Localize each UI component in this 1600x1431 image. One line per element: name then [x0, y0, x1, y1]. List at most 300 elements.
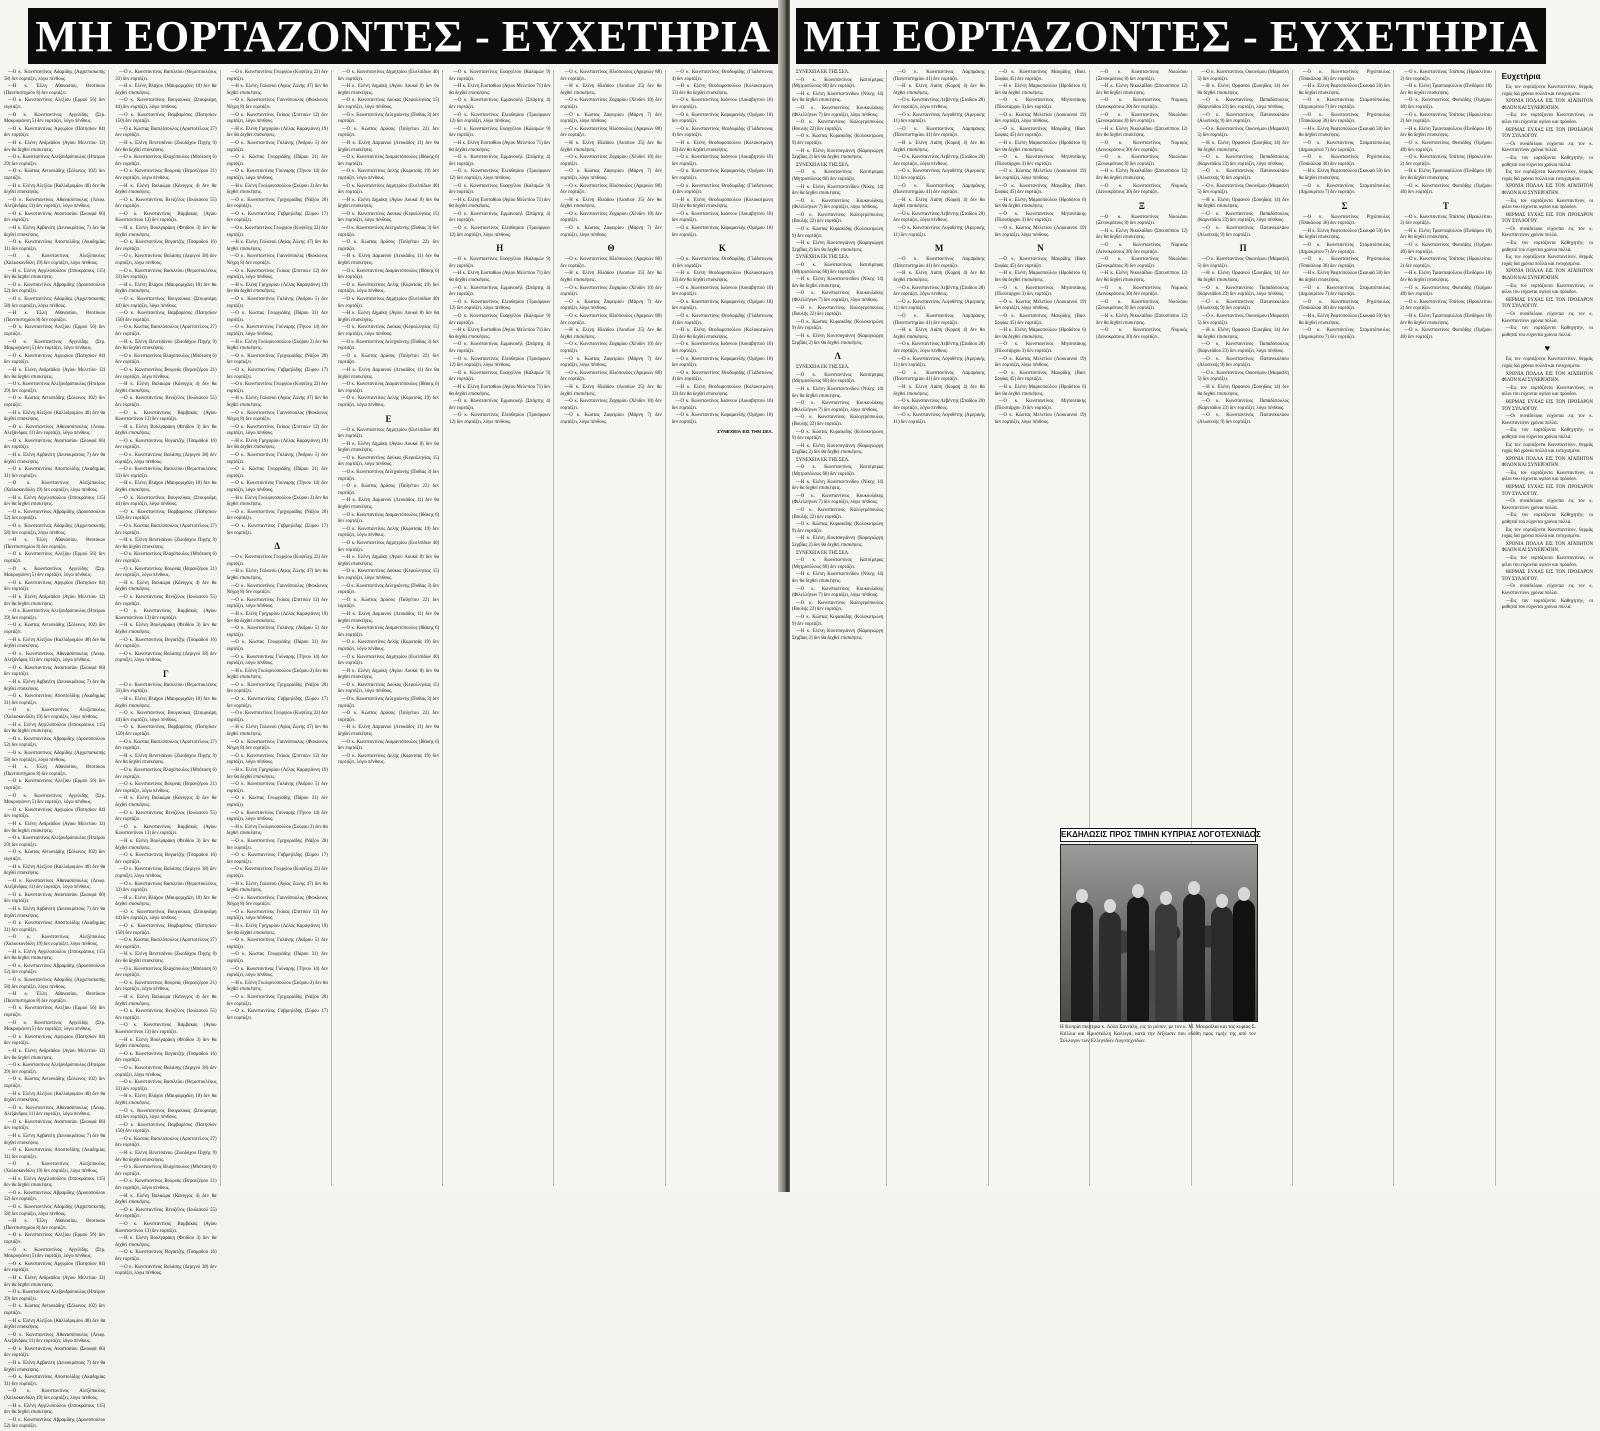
notice-entry: —Η κ. Ελένη Ευσταθίου (Αγίου Μελετίου 71) δεν θα δεχθεί επισκέψεις.: [449, 84, 551, 96]
notice-entry: —Ο κ. Κωνσταντίνος Λαμπράκης (Πανεπιστημίου 41) δεν εορτάζει.: [893, 314, 985, 326]
notice-entry: —Ο κ. Κωνσταντίνος Βουγιούκας (Στουρνάρη 44) δεν εορτάζει, λόγω πένθους.: [115, 1108, 217, 1121]
notice-entry: —Ο κ. Κωνσταντίνος Ελευθερίου (Τρικόρφων 12) δεν εορτάζει, λόγω πένθους.: [449, 356, 551, 369]
notice-entry: —Η κ. Ελένη Ανδρεάδου (Αγίου Μελετίου 12) δεν θα δεχθεί επισκέψεις.: [4, 821, 106, 834]
notice-entry: —Ο κ. Κώστας Αντωνιάδης (Σόλωνος 102) δεν εορτάζει.: [4, 850, 106, 862]
notice-entry: —Ο κ. Κωνσταντίνος Αλεξόπουλος (Χαλκοκονδύλη 19) δεν εορτάζει, λόγω πένθους.: [4, 481, 106, 494]
notice-entry: —Ο κ. Κωνσταντίνος Κουκουλάκης (Φιλελλήνων 7) δεν εορτάζει, λόγω πένθους.: [792, 401, 884, 413]
notice-entry: —Ο κ. Κωνσταντίνος Αβραμίδης (Δροσοπούλου 52) δεν εορτάζει.: [4, 509, 106, 522]
notice-entry: —Η κ. Ελένη Αρβανίτη (Δεινοκράτους 7) δεν θα δεχθεί επισκέψεις.: [4, 1134, 106, 1146]
notice-entry: —Η κ. Έλλη Αθανασίου, Θεοτόκου (Πανεπιστημίου 8) δεν εορτάζει.: [4, 538, 106, 550]
notice-entry: Εις τον εορτάζοντα Κωνσταντίνον, θερμάς ευχάς διά χρόνια πολλά και ευτυχισμένα.: [1501, 170, 1593, 182]
notice-entry: —Ο κ. Κωνσταντίνος Λογοθέτης (Αμερικής 11) δεν εορτάζει.: [893, 112, 985, 125]
notice-entry: —Ο κ. Κωνσταντίνος Νομικός (Δεινοκράτους 30) δεν εορτάζει.: [1096, 285, 1188, 298]
notice-entry: —Ο κ. Κωνσταντίνος Αργυρίου (Πατησίων 84) δεν εορτάζει.: [4, 126, 106, 139]
notice-entry: —Ο κ. Κωνσταντίνος Αλεξανδρόπουλος (Ηπείρου 29) δεν εορτάζει.: [4, 609, 106, 621]
notice-entry: —Ο κ. Κωνσταντίνος Νικολάου (Ξενοκράτους 8) δεν εορτάζει.: [1096, 70, 1188, 82]
notice-entry: —Ο κ. Κώστας Βασιλόπουλος (Αριστοτέλους 27) δεν εορτάζει.: [115, 938, 217, 950]
notice-entry: —Ο κ. Κώστας Γεωργιάδης (Πάρου 31) δεν εορτάζει.: [226, 640, 328, 652]
notice-entry: —Ο κ. Κωνσταντίνος Σταματόπουλος (Δημοκρίτου 7) δεν εορτάζει.: [1298, 98, 1391, 110]
notice-entry: —Η κ. Ελένη Δαμιανού (Λευκάδος 11) δεν θα δεχθεί επισκέψεις.: [337, 140, 440, 153]
notice-entry: —Ο κ. Κωνσταντίνος Γεωργίου (Κυψέλης 22) δεν εορτάζει.: [226, 555, 328, 567]
notice-entry: —Ο κ. Κωνσταντίνος Βενιζέλος (Ιουλιανού 55) δεν εορτάζει.: [115, 1207, 217, 1220]
notice-entry: —Η κ. Ελένη Αγγελοπούλου (Ιπποκράτους 115) δεν θα δεχθεί επισκέψεις.: [4, 495, 106, 508]
notice-entry: —Η κ. Ελένη Μαρκοπούλου (Ηροδότου 6) δεν θα δεχθεί επισκέψεις.: [994, 84, 1087, 96]
notice-entry: —Η κ. Ελένη Ευσταθίου (Αγίου Μελετίου 71) δεν θα δεχθεί επισκέψεις.: [449, 271, 551, 284]
alphabet-divider: ♥: [1544, 343, 1550, 354]
notice-entry: —Ο κ. Κωνσταντίνος Τσάτσος (Ηρακλείτου 2) δεν εορτάζει.: [1400, 70, 1492, 82]
notice-entry: —Ο κ. Κωνσταντίνος Βλαχόπουλος (Μπόταση 6) δεν εορτάζει.: [115, 1165, 217, 1177]
notice-entry: —Η κ. Ελένη Γρηγορίου (Λέλας Καραγιάννη 19) δεν θα δεχθεί επισκέψεις.: [226, 611, 328, 624]
notice-entry: —Ο κ. Κωνσταντίνος Αθανασόπουλος (Λεωφ. Αλεξάνδρας 11) δεν εορτάζει, λόγω πένθους.: [4, 424, 106, 437]
left-page-columns: [4, 70, 776, 1430]
notice-entry: —Ο κ. Κωνσταντίνος Γαβριηλίδης (Σύρου 17) δεν εορτάζει.: [226, 367, 328, 380]
notice-entry: —Ο κ. Κωνσταντίνος Δελής (Κορυτσάς 19) δεν εορτάζει, λόγω πένθους.: [337, 282, 440, 295]
notice-entry: —Εις τον εορτάζοντα Κωνσταντίνον, οι φίλοι του εύχονται υγείαν και πρόοδον.: [1501, 385, 1593, 398]
notice-entry: —Ο κ. Κωνσταντίνος Ιωάννου (Λυκαβηττού 16) δεν εορτάζει.: [671, 342, 773, 354]
notice-entry: ΘΕΡΜΑΣ ΕΥΧΑΣ ΕΙΣ ΤΟΝ ΠΡΟΕΔΡΟΝ ΤΟΥ ΣΥΛΛΟΓΟΥ.: [1501, 212, 1593, 225]
notice-entry: —Ο κ. Κωνσταντίνος Φωτιάδης (Ομήρου 40) δεν εορτάζει.: [1400, 140, 1492, 153]
notice-entry: —Εις τον εορτάζοντα Καθηγητήν, οι μαθηταί του εύχονται χρόνια πολλά.: [1501, 598, 1593, 611]
notice-entry: —Ο κ. Κώστας Γεωργιάδης (Πάρου 31) δεν εορτάζει.: [226, 796, 328, 808]
notice-entry: —Η κ. Ελένη Αρβανίτη (Δεινοκράτους 7) δεν θα δεχθεί επισκέψεις.: [4, 1361, 106, 1373]
notice-entry: —Ο κ. Κωνσταντίνος Καραμανλής (Ομήρου 18) δεν εορτάζει.: [671, 356, 773, 369]
notice-entry: ΧΡΟΝΙΑ ΠΟΛΛΑ ΕΙΣ ΤΟΝ ΑΓΑΠΗΤΟΝ ΦΙΛΟΝ ΚΑΙ ΣΥΝΕΡΓΑΤΗΝ.: [1501, 456, 1593, 469]
notice-entry: —Ο κ. Κωνσταντίνος Κουκουλάκης (Φιλελλήνων 7) δεν εορτάζει, λόγω πένθους.: [792, 198, 884, 211]
notice-entry: —Η κ. Έλλη Αθανασίου, Θεοτόκου (Πανεπιστημίου 8) δεν εορτάζει.: [4, 1219, 106, 1231]
notice-entry: —Ο κ. Κωνσταντίνος Γιαννόπουλος (Φωκίωνος Νέγρη 8) δεν εορτάζει.: [226, 895, 328, 908]
notice-entry: —Ο κ. Κωνσταντίνος Οικονόμου (Μαρασλή 5) δεν εορτάζει.: [1197, 314, 1289, 326]
notice-entry: —Ο κ. Κωνσταντίνος Νομικός (Δεινοκράτους 30) δεν εορτάζει.: [1096, 140, 1188, 153]
notice-entry: —Ο κ. Κώστας Μελετίου (Λουκιανού 19) δεν εορτάζει, λόγω πένθους.: [994, 356, 1087, 369]
notice-entry: —Η κ. Ελένη Γρηγορίου (Λέλας Καραγιάννη 19) δεν θα δεχθεί επισκέψεις.: [226, 768, 328, 780]
notice-entry: —Η κ. Ελένη Γκολφινοπούλου (Σκύρου 2) δεν θα δεχθεί επισκέψεις.: [226, 980, 328, 993]
notice-entry: —Ο κ. Κωνσταντίνος Καλογερόπουλος (Βουλής 22) δεν εορτάζει.: [792, 305, 884, 318]
notice-entry: —Η κ. Ελένη Βαλαώρα (Κάνιγγος 4) δεν θα δεχθεί επισκέψεις.: [115, 382, 217, 394]
notice-entry: —Η κ. Ελένη Βλάχου (Μαυρομιχάλη 18) δεν θα δεχθεί επισκέψεις.: [115, 84, 217, 96]
notice-entry: Εις τον εορτάζοντα Κωνσταντίνον, θερμάς ευχάς διά χρόνια πολλά και ευτυχισμένα.: [1501, 357, 1593, 369]
notice-entry: —Ο κ. Κωνσταντίνος Σταματόπουλος (Δημοκρίτου 7) δεν εορτάζει.: [1298, 140, 1391, 153]
notice-entry: —Ο κ. Κωνσταντίνος Δελής (Κορυτσάς 19) δεν εορτάζει, λόγω πένθους.: [337, 526, 440, 539]
notice-entry: —Ο κ. Κωνσταντίνος Καραμανλής (Ομήρου 18) δεν εορτάζει.: [671, 299, 773, 312]
notice-entry: —Ο κ. Κωνσταντίνος Λαμπράκης (Πανεπιστημίου 41) δεν εορτάζει.: [893, 70, 985, 82]
notice-entry: —Ο κ. Κωνσταντίνος Αναστασίου (Σκουφά 66) δεν εορτάζει.: [4, 892, 106, 905]
notice-entry: —Ο κ. Κωνσταντίνος Αδαμίδης (Αρχιεπισκοπής 58) δεν εορτάζει, λόγω πένθους.: [4, 524, 106, 536]
notice-entry: —Εις τον εορτάζοντα Καθηγητήν, οι μαθηταί του εύχονται χρόνια πολλά.: [1501, 428, 1593, 440]
notice-entry: —Ο κ. Κωνσταντίνος Βαμβακάς (Αγίου Κωνσταντίνου 13) δεν εορτάζει.: [115, 1023, 217, 1035]
alphabet-divider: Σ: [1341, 200, 1348, 211]
notice-entry: —Η κ. Ελένη Αρβανίτη (Δεινοκράτους 7) δεν θα δεχθεί επισκέψεις.: [4, 907, 106, 919]
notice-entry: —Ο κ. Κωνσταντίνος Αγγελίδης (Στρ. Μακρυγιάννη 5) δεν εορτάζει, λόγω πένθους.: [4, 1247, 106, 1260]
text-column: [227, 70, 332, 1186]
photo-title: ΕΚΔΗΛΩΣΙΣ ΠΡΟΣ ΤΙΜΗΝ ΚΥΠΡΙΑΣ ΛΟΓΟΤΕΧΝΙΔΟΣ: [1060, 828, 1256, 842]
notice-entry: —Η κ. Έλλη Αθανασίου, Θεοτόκου (Πανεπιστημίου 8) δεν εορτάζει.: [4, 311, 106, 323]
notice-entry: —Ο κ. Κώστας Βασιλόπουλος (Αριστοτέλους 27) δεν εορτάζει.: [115, 1136, 217, 1149]
notice-entry: —Ο κ. Κωνσταντίνος Βασιλείου (Θεμιστοκλέους 33) δεν εορτάζει.: [115, 682, 217, 695]
notice-entry: —Η κ. Ελένη Αρβανίτη (Δεινοκράτους 7) δεν θα δεχθεί επισκέψεις.: [4, 680, 106, 692]
notice-entry: —Η κ. Ελένη Κουτσογιάννη (Καραγιώργη Σερβίας 2) δεν θα δεχθεί επισκέψεις.: [792, 333, 884, 346]
notice-entry: —Ο κ. Κωνσταντίνος Γαβριηλίδης (Σύρου 17) δεν εορτάζει.: [226, 524, 328, 536]
notice-entry: —Ο κ. Κωνσταντίνος Ελευθερίου (Τρικόρφων 12) δεν εορτάζει, λόγω πένθους.: [449, 226, 551, 238]
notice-entry: —Η κ. Ελένη Βαλαώρα (Κάνιγγος 4) δεν θα δεχθεί επισκέψεις.: [115, 183, 217, 196]
notice-entry: ΘΕΡΜΑΣ ΕΥΧΑΣ ΕΙΣ ΤΟΝ ΠΡΟΕΔΡΟΝ ΤΟΥ ΣΥΛΛΟΓΟΥ.: [1501, 570, 1593, 582]
notice-entry: —Η κ. Ελένη Δημάκη (Αγίου Λουκά 8) δεν θα δεχθεί επισκέψεις.: [337, 555, 440, 567]
notice-entry: —Η κ. Ελένη Νικολαΐδου (Σπευσίππου 12) δεν θα δεχθεί επισκέψεις.: [1096, 169, 1188, 181]
notice-entry: —Ο κ. Κωνσταντίνος Βενιζέλος (Ιουλιανού 55) δεν εορτάζει.: [115, 197, 217, 210]
notice-entry: —Η κ. Ελένη Ανδρεάδου (Αγίου Μελετίου 12) δεν θα δεχθεί επισκέψεις.: [4, 594, 106, 607]
notice-entry: —Ο κ. Κωνσταντίνος Βαλάσης (Δεριγνύ 38) δεν εορτάζει, λόγω πένθους.: [115, 1065, 217, 1078]
notice-entry: —Ο κ. Κωνσταντίνος Λογοθέτης (Αμερικής 11) δεν εορτάζει.: [893, 356, 985, 369]
photo-person: [1155, 903, 1177, 1021]
notice-entry: —Ο κ. Κωνσταντίνος Λεβέντης (Σταδίου 28) δεν εορτάζει, λόγω πένθους.: [893, 342, 985, 354]
notice-entry: —Ο κ. Κωνσταντίνος Γιαννόπουλος (Φωκίωνος Νέγρη 8) δεν εορτάζει.: [226, 583, 328, 596]
notice-entry: —Ο κ. Κώστας Ζαφειρίου (Μάρνη 7) δεν εορτάζει, λόγω πένθους.: [560, 169, 662, 181]
notice-entry: —Ο κ. Κωνσταντίνος Αλεξόπουλος (Χαλκοκονδύλη 19) δεν εορτάζει, λόγω πένθους.: [4, 1162, 106, 1175]
notice-entry: —Ο κ. Κωνσταντίνος Βενιζέλος (Ιουλιανού 55) δεν εορτάζει.: [115, 810, 217, 823]
notice-entry: —Εις τον εορτάζοντα Κωνσταντίνον, οι φίλοι του εύχονται υγείαν και πρόοδον.: [1501, 283, 1593, 296]
text-column: [115, 70, 220, 1277]
notice-entry: —Ο κ. Κωνσταντίνος Σταματόπουλος (Δημοκρίτου 7) δεν εορτάζει.: [1298, 328, 1391, 340]
notice-entry: —Ο κ. Κωνσταντίνος Νομικός (Δεινοκράτους 30) δεν εορτάζει.: [1096, 328, 1188, 340]
notice-entry: —Ο κ. Κωνσταντίνος Νικολάου (Ξενοκράτους 8) δεν εορτάζει.: [1096, 155, 1188, 167]
notice-entry: —Ο κ. Κωνσταντίνος Μητσοτάκης (Πλουτάρχου 3) δεν εορτάζει.: [994, 155, 1087, 167]
notice-entry: —Ο κ. Κωνσταντίνος Εμμανουήλ (Σπάρτης 4) δεν εορτάζει.: [449, 399, 551, 411]
notice-entry: —Ο κ. Κωνσταντίνος Δελής (Κορυτσάς 19) δεν εορτάζει, λόγω πένθους.: [337, 396, 440, 408]
notice-entry: —Ο κ. Κωνσταντίνος Γρηγοριάδης (Νάξου 28) δεν εορτάζει.: [226, 682, 328, 695]
notice-entry: ΘΕΡΜΑΣ ΕΥΧΑΣ ΕΙΣ ΤΟΝ ΠΡΟΕΔΡΟΝ ΤΟΥ ΣΥΛΛΟΓΟΥ.: [1501, 127, 1593, 140]
notice-entry: —Ο κ. Κωνσταντίνος Βουγιούκας (Στουρνάρη 44) δεν εορτάζει, λόγω πένθους.: [115, 909, 217, 922]
notice-entry: —Η κ. Ελένη Θεοδωροπούλου (Κολοκοτρώνη 33) δεν θα δεχθεί επισκέψεις.: [671, 271, 773, 284]
notice-entry: —Η κ. Ελένη Αγγελοπούλου (Ιπποκράτους 115) δεν θα δεχθεί επισκέψεις.: [4, 1403, 106, 1416]
notice-entry: —Ο κ. Κώστας Μελετίου (Λουκιανού 19) δεν εορτάζει, λόγω πένθους.: [994, 112, 1087, 125]
notice-entry: —Ο κ. Κωνσταντίνος Αποστολίδης (Ακαδημίας 31) δεν εορτάζει.: [4, 694, 106, 706]
notice-entry: —Ο κ. Κωνσταντίνος Τσάτσος (Ηρακλείτου 2) δεν εορτάζει.: [1400, 257, 1492, 269]
notice-entry: —Ο κ. Κωνσταντίνος Ηλιόπουλος (Αχαρνών 88) δεν εορτάζει.: [560, 183, 662, 196]
notice-entry: —Η κ. Ελένη Μαρκοπούλου (Ηροδότου 6) δεν θα δεχθεί επισκέψεις.: [994, 384, 1087, 397]
notice-entry: —Ο κ. Κωνσταντίνος Νικολάου (Ξενοκράτους 8) δεν εορτάζει.: [1096, 214, 1188, 227]
notice-entry: —Ο κ. Κωνσταντίνος Παπαδόπουλος (Καρνεάδου 23) δεν εορτάζει, λόγω πένθους.: [1197, 211, 1289, 224]
notice-entry: —Ο κ. Κωνσταντίνος Καλογερόπουλος (Βουλής 22) δεν εορτάζει.: [792, 415, 884, 427]
notice-entry: —Ο κ. Κωνσταντίνος Αλεξίου (Ερμού 56) δεν εορτάζει.: [4, 779, 106, 791]
notice-entry: —Ο κ. Κωνσταντίνος Γούναρης (Τήνου 14) δεν εορτάζει, λόγω πένθους.: [226, 325, 328, 337]
notice-entry: —Ο κ. Κωνσταντίνος Ιωάννου (Λυκαβηττού 16) δεν εορτάζει.: [671, 211, 773, 224]
notice-entry: —Ο κ. Κωνσταντίνος Ζαχαρίου (Χέυδεν 10) δεν εορτάζει.: [560, 211, 662, 224]
notice-entry: —Ο κ. Κωνσταντίνος Ηλιόπουλος (Αχαρνών 88) δεν εορτάζει.: [560, 257, 662, 269]
notice-entry: —Ο κ. Κώστας Δρόσος (Ταϋγέτου 22) δεν εορτάζει.: [337, 484, 440, 496]
notice-entry: —Ο κ. Κωνσταντίνος Γούναρης (Τήνου 14) δεν εορτάζει, λόγω πένθους.: [226, 169, 328, 181]
notice-entry: —Ο κ. Κωνσταντίνος Γρηγοριάδης (Νάξου 28) δεν εορτάζει.: [226, 838, 328, 851]
notice-entry: —Ο κ. Κωνσταντίνος Αποστολίδης (Ακαδημίας 31) δεν εορτάζει.: [4, 1375, 106, 1387]
notice-entry: —Η κ. Ελένη Κωνσταντινίδου (Νίκης 14) δεν θα δεχθεί επισκέψεις.: [792, 479, 884, 492]
notice-entry: —Ο κ. Κωνσταντίνος Αργυρίου (Πατησίων 84) δεν εορτάζει.: [4, 1261, 106, 1274]
notice-entry: —Ο κ. Κωνσταντίνος Παπανικολάου (Αλωπεκής 9) δεν εορτάζει.: [1197, 226, 1289, 238]
notice-entry: —Η κ. Ελένη Βενετσάνου (Ζωοδόχου Πηγής 9) δεν θα δεχθεί επισκέψεις.: [115, 1151, 217, 1163]
notice-entry: —Ο κ. Κωνσταντίνος Θεοδωρίδης (Γλάδστωνος 4) δεν εορτάζει.: [671, 314, 773, 326]
notice-entry: —Ο κ. Κωνσταντίνος Βαλάσης (Δεριγνύ 38) δεν εορτάζει, λόγω πένθους.: [115, 254, 217, 267]
notice-entry: —Ο κ. Κωνσταντίνος Βουρνάς (Βερανζέρου 21) δεν εορτάζει, λόγω πένθους.: [115, 980, 217, 993]
notice-entry: —Ο κ. Κωνσταντίνος Δεληγιάννης (Πυθίας 3) δεν εορτάζει.: [337, 697, 440, 709]
notice-entry: —Ο κ. Κωνσταντίνος Λαμπράκης (Πανεπιστημίου 41) δεν εορτάζει.: [893, 370, 985, 383]
notice-entry: —Ο κ. Κωνσταντίνος Βαρβαρέσος (Πατησίων 150) δεν εορτάζει.: [115, 112, 217, 125]
notice-entry: —Ο κ. Κωνσταντίνος Βογιατζής (Τσαμαδού 16) δεν εορτάζει.: [115, 1250, 217, 1262]
notice-entry: —Η κ. Ελένη Βενετσάνου (Ζωοδόχου Πηγής 9) δεν θα δεχθεί επισκέψεις.: [115, 140, 217, 153]
notice-entry: —Ο κ. Κωνσταντίνος Γεωργίου (Κυψέλης 22) δεν εορτάζει.: [226, 711, 328, 723]
notice-entry: —Ο κ. Κωνσταντίνος Δούκας (Κεφαλληνίας 15) δεν εορτάζει, λόγω πένθους.: [337, 325, 440, 337]
notice-entry: —Η κ. Ελένη Ραφτοπούλου (Σκουφά 50) δεν θα δεχθεί επισκέψεις.: [1298, 271, 1391, 284]
notice-entry: —Η κ. Ελένη Λιάπη (Κοραή 4) δεν θα δεχθεί επισκέψεις.: [893, 140, 985, 153]
notice-entry: —Ο κ. Κωνσταντίνος Γρηγοριάδης (Νάξου 28) δεν εορτάζει.: [226, 509, 328, 522]
notice-entry: —Ο κ. Κωνσταντίνος Παπανικολάου (Αλωπεκής 9) δεν εορτάζει.: [1197, 413, 1289, 425]
notice-entry: —Ο κ. Κωνσταντίνος Αβραμίδης (Δροσοπούλου 52) δεν εορτάζει.: [4, 1417, 106, 1430]
notice-entry: —Ο κ. Κωνσταντίνος Διαμαντόπουλος (Ιθάκης 6) δεν εορτάζει.: [337, 739, 440, 752]
continuation-note: ΣΥΝΕΧΕΙΑ ΕΙΣ ΤΗΝ ΣΕΛ.: [717, 429, 773, 435]
text-column: [4, 70, 109, 1430]
notice-entry: —Η κ. Ελένη Δαμιανού (Λευκάδος 11) δεν θα δεχθεί επισκέψεις.: [337, 725, 440, 738]
notice-entry: ΣΥΝΕΧΕΙΑ ΕΚ ΤΗΣ ΣΕΛ.: [796, 255, 850, 261]
notice-entry: —Η κ. Ελένη Αγγελοπούλου (Ιπποκράτους 115) δεν θα δεχθεί επισκέψεις.: [4, 268, 106, 281]
notice-entry: —Ο κ. Κωνσταντίνος Αδαμίδης (Αρχιεπισκοπής 58) δεν εορτάζει, λόγω πένθους.: [4, 978, 106, 990]
notice-entry: —Ο κ. Κωνσταντίνος Θεοδωρίδης (Γλάδστωνος 4) δεν εορτάζει.: [671, 370, 773, 383]
notice-entry: —Ο κ. Κώστας Δρόσος (Ταϋγέτου 22) δεν εορτάζει.: [337, 353, 440, 366]
notice-entry: —Η κ. Ελένη Ηλιάδου (Λιοσίων 25) δεν θα δεχθεί επισκέψεις.: [560, 197, 662, 210]
notice-entry: —Ο κ. Κωνσταντίνος Καραμανλής (Ομήρου 18) δεν εορτάζει.: [671, 112, 773, 125]
notice-entry: —Ο κ. Κωνσταντίνος Σταματόπουλος (Δημοκρίτου 7) δεν εορτάζει.: [1298, 183, 1391, 196]
notice-entry: —Εις τον εορτάζοντα Καθηγητήν, οι μαθηταί του εύχονται χρόνια πολλά.: [1501, 326, 1593, 338]
alphabet-divider: Ε: [385, 413, 392, 424]
notice-entry: —Η κ. Ελένη Ανδρεάδου (Αγίου Μελετίου 12) δεν θα δεχθεί επισκέψεις.: [4, 1048, 106, 1061]
notice-entry: —Ο κ. Κώστας Δρόσος (Ταϋγέτου 22) δεν εορτάζει.: [337, 240, 440, 252]
notice-entry: —Ο κ. Κώστας Βασιλόπουλος (Αριστοτέλους 27) δεν εορτάζει.: [115, 524, 217, 536]
notice-entry: ΧΡΟΝΙΑ ΠΟΛΛΑ ΕΙΣ ΤΟΝ ΑΓΑΠΗΤΟΝ ΦΙΛΟΝ ΚΑΙ ΣΥΝΕΡΓΑΤΗΝ.: [1501, 371, 1593, 384]
notice-entry: —Ο κ. Κωνσταντίνος Οικονόμου (Μαρασλή 5) δεν εορτάζει.: [1197, 183, 1289, 196]
notice-entry: ΣΥΝΕΧΕΙΑ ΕΚ ΤΗΣ ΣΕΛ.: [796, 365, 850, 371]
notice-entry: —Ο κ. Κωνσταντίνος Ευαγγέλου (Καλαμών 9) δεν εορτάζει.: [449, 257, 551, 269]
notice-entry: ΘΕΡΜΑΣ ΕΥΧΑΣ ΕΙΣ ΤΟΝ ΠΡΟΕΔΡΟΝ ΤΟΥ ΣΥΛΛΟΓΟΥ.: [1501, 297, 1593, 310]
notice-entry: —Ο κ. Κώστας Δρόσος (Ταϋγέτου 22) δεν εορτάζει.: [337, 597, 440, 610]
text-column: [1400, 70, 1495, 1186]
right-page: [790, 0, 1600, 1192]
notice-entry: —Ο κ. Κωνσταντίνος Παπανικολάου (Αλωπεκής 9) δεν εορτάζει.: [1197, 169, 1289, 181]
notice-entry: —Ο κ. Κωνσταντίνος Νομικός (Δεινοκράτους 30) δεν εορτάζει.: [1096, 183, 1188, 196]
notice-entry: —Ο κ. Κωνσταντίνος Αλεξανδρόπουλος (Ηπείρου 29) δεν εορτάζει.: [4, 1290, 106, 1302]
notice-entry: —Η κ. Ελένη Γαλανού (Αγίας Ζώνης 47) δεν θα δεχθεί επισκέψεις.: [226, 84, 328, 96]
notice-entry: —Η κ. Έλλη Αθανασίου, Θεοτόκου (Πανεπιστημίου 8) δεν εορτάζει.: [4, 84, 106, 96]
notice-entry: —Ο κ. Κωνσταντίνος Καλογερόπουλος (Βουλής 22) δεν εορτάζει.: [792, 600, 884, 613]
photo-caption: Η Κυπρία ποιήτρια κ. Λόλα Σαντάλη, εις το μέσον, με τον κ. Μ. Μαυραίλια και τας κυρίας Σ. Κόλλια και Κρυστάλλη Καλλιγά, κατά την δεξίωσιν που εδόθη προς τιμήν της από τον Σύλλογον των Ελληνίδων Λογοτεχνιδών.: [1060, 1024, 1256, 1044]
notice-entry: —Ο κ. Κώστας Βασιλόπουλος (Αριστοτέλους 27) δεν εορτάζει.: [115, 126, 217, 139]
notice-entry: —Ο κ. Κωνσταντίνος Δούκας (Κεφαλληνίας 15) δεν εορτάζει, λόγω πένθους.: [337, 98, 440, 110]
alphabet-divider: Δ: [274, 541, 281, 552]
notice-entry: —Ο κ. Κωνσταντίνος Αποστολίδης (Ακαδημίας 31) δεν εορτάζει.: [4, 1148, 106, 1160]
notice-entry: —Η κ. Ελένη Γαλανού (Αγίας Ζώνης 47) δεν θα δεχθεί επισκέψεις.: [226, 396, 328, 408]
notice-entry: —Ο κ. Κωνσταντίνος Γιαννόπουλος (Φωκίωνος Νέγρη 8) δεν εορτάζει.: [226, 410, 328, 423]
notice-entry: —Ο κ. Κωνσταντίνος Κατσίμπρας (Μητροπόλεως 60) δεν εορτάζει.: [792, 77, 884, 90]
notice-entry: —Η κ. Ελένη Αγγελοπούλου (Ιπποκράτους 115) δεν θα δεχθεί επισκέψεις.: [4, 722, 106, 735]
notice-entry: —Η κ. Ελένη Βενετσάνου (Ζωοδόχου Πηγής 9) δεν θα δεχθεί επισκέψεις.: [115, 339, 217, 352]
notice-entry: —Η κ. Ελένη Αλεξίου (Καλλιδρομίου 40) δεν θα δεχθεί επισκέψεις.: [4, 637, 106, 650]
notice-entry: —Ο κ. Κωνσταντίνος Αλεξίου (Ερμού 56) δεν εορτάζει.: [4, 325, 106, 337]
notice-entry: —Ο κ. Κωνσταντίνος Λεβέντης (Σταδίου 28) δεν εορτάζει, λόγω πένθους.: [893, 399, 985, 411]
notice-entry: —Ο κ. Κωνσταντίνος Βαμβακάς (Αγίου Κωνσταντίνου 13) δεν εορτάζει.: [115, 609, 217, 621]
notice-entry: —Ο κ. Κώστας Βασιλόπουλος (Αριστοτέλους 27) δεν εορτάζει.: [115, 325, 217, 337]
notice-entry: ΘΕΡΜΑΣ ΕΥΧΑΣ ΕΙΣ ΤΟΝ ΠΡΟΕΔΡΟΝ ΤΟΥ ΣΥΛΛΟΓΟΥ.: [1501, 485, 1593, 497]
notice-entry: —Ο κ. Κωνσταντίνος Αργυρίου (Πατησίων 84) δεν εορτάζει.: [4, 1034, 106, 1047]
notice-entry: —Ο κ. Κωνσταντίνος Γεωργίου (Κυψέλης 22) δεν εορτάζει.: [226, 70, 328, 82]
notice-entry: —Ο κ. Κωνσταντίνος Δεληγιάννης (Πυθίας 3) δεν εορτάζει.: [337, 226, 440, 238]
notice-entry: —Η κ. Ελένη Τριανταφύλλου (Πινδάρου 18) δεν θα δεχθεί επισκέψεις.: [1400, 271, 1492, 284]
notice-entry: —Ο κ. Κωνσταντίνος Διαμαντόπουλος (Ιθάκης 6) δεν εορτάζει.: [337, 268, 440, 281]
notice-entry: —Ο κ. Κωνσταντίνος Γκίκας (Σπετσών 12) δεν εορτάζει, λόγω πένθους.: [226, 112, 328, 125]
notice-entry: —Ο κ. Κωνσταντίνος Λεβέντης (Σταδίου 28) δεν εορτάζει, λόγω πένθους.: [893, 285, 985, 298]
notice-entry: —Η κ. Ελένη Κουτσογιάννη (Καραγιώργη Σερβίας 2) δεν θα δεχθεί επισκέψεις.: [792, 629, 884, 641]
notice-entry: —Ο κ. Κωνσταντίνος Καλογερόπουλος (Βουλής 22) δεν εορτάζει.: [792, 212, 884, 225]
notice-entry: —Ο κ. Κωνσταντίνος Διαμαντόπουλος (Ιθάκης 6) δεν εορτάζει.: [337, 155, 440, 167]
notice-entry: —Η κ. Ελένη Βουλγαράκη (Φειδίου 3) δεν θα δεχθεί επισκέψεις.: [115, 838, 217, 851]
notice-entry: —Ο κ. Κωνσταντίνος Κατσίμπρας (Μητροπόλεως 60) δεν εορτάζει.: [792, 170, 884, 182]
notice-entry: —Η κ. Ελένη Λιάπη (Κοραή 4) δεν θα δεχθεί επισκέψεις.: [893, 384, 985, 397]
photo-head: [1188, 881, 1200, 895]
notice-entry: —Ο κ. Κωνσταντίνος Λαμπράκης (Πανεπιστημίου 41) δεν εορτάζει.: [893, 257, 985, 269]
notice-entry: —Η κ. Ελένη Αρβανίτη (Δεινοκράτους 7) δεν θα δεχθεί επισκέψεις.: [4, 226, 106, 238]
notice-entry: —Ο κ. Κωνσταντίνος Εμμανουήλ (Σπάρτης 4) δεν εορτάζει.: [449, 285, 551, 298]
notice-entry: Εις τον εορτάζοντα Κωνσταντίνον, θερμάς ευχάς διά χρόνια πολλά και ευτυχισμένα.: [1501, 442, 1593, 455]
notice-entry: —Η κ. Ελένη Κουτσογιάννη (Καραγιώργη Σερβίας 2) δεν θα δεχθεί επισκέψεις.: [792, 148, 884, 161]
notice-entry: —Η κ. Ελένη Δημάκη (Αγίου Λουκά 8) δεν θα δεχθεί επισκέψεις.: [337, 197, 440, 210]
notice-entry: —Ο κ. Κωνσταντίνος Γεωργίου (Κυψέλης 22) δεν εορτάζει.: [226, 226, 328, 238]
notice-entry: —Ο κ. Κωνσταντίνος Βενιζέλος (Ιουλιανού 55) δεν εορτάζει.: [115, 594, 217, 607]
notice-entry: —Ο κ. Κωνσταντίνος Τσάτσος (Ηρακλείτου 2) δεν εορτάζει.: [1400, 299, 1492, 312]
notice-entry: —Οι συνάδελφοι εύχονται εις τον κ. Κωνσταντίνον χρόνια πολλά.: [1501, 414, 1593, 426]
notice-entry: —Ο κ. Κωνσταντίνος Αβραμίδης (Δροσοπούλου 52) δεν εορτάζει.: [4, 282, 106, 295]
notice-entry: —Η κ. Ελένη Τριανταφύλλου (Πινδάρου 18) δεν θα δεχθεί επισκέψεις.: [1400, 169, 1492, 181]
notice-entry: Εις τον εορτάζοντα Κωνσταντίνον, θερμάς ευχάς διά χρόνια πολλά και ευτυχισμένα.: [1501, 85, 1593, 97]
notice-entry: —Ο κ. Κωνσταντίνος Θεοδωρίδης (Γλάδστωνος 4) δεν εορτάζει.: [671, 126, 773, 139]
notice-entry: —Η κ. Ελένη Κωνσταντινίδου (Νίκης 14) δεν θα δεχθεί επισκέψεις.: [792, 277, 884, 289]
notice-entry: —Ο κ. Κωνσταντίνος Τσάτσος (Ηρακλείτου 2) δεν εορτάζει.: [1400, 214, 1492, 227]
notice-entry: —Ο κ. Κωνσταντίνος Καραμανλής (Ομήρου 18) δεν εορτάζει.: [671, 226, 773, 238]
notice-entry: —Η κ. Έλλη Αθανασίου, Θεοτόκου (Πανεπιστημίου 8) δεν εορτάζει.: [4, 992, 106, 1004]
notice-entry: —Ο κ. Κωνσταντίνος Καραμανλής (Ομήρου 18) δεν εορτάζει.: [671, 413, 773, 425]
notice-entry: —Ο κ. Κωνσταντίνος Γιαννόπουλος (Φωκίωνος Νέγρη 8) δεν εορτάζει.: [226, 254, 328, 267]
notice-entry: —Ο κ. Κωνσταντίνος Κατσίμπρας (Μητροπόλεως 60) δεν εορτάζει.: [792, 263, 884, 275]
notice-entry: —Ο κ. Κωνσταντίνος Μητσοτάκης (Πλουτάρχου 3) δεν εορτάζει.: [994, 98, 1087, 110]
notice-entry: —Ο κ. Κωνσταντίνος Ευαγγέλου (Καλαμών 9) δεν εορτάζει.: [449, 70, 551, 82]
notice-entry: —Ο κ. Κωνσταντίνος Ιωάννου (Λυκαβηττού 16) δεν εορτάζει.: [671, 285, 773, 298]
notice-entry: —Ο κ. Κωνσταντίνος Κουκουλάκης (Φιλελλήνων 7) δεν εορτάζει, λόγω πένθους.: [792, 493, 884, 506]
notice-entry: —Ο κ. Κωνσταντίνος Φωτιάδης (Ομήρου 40) δεν εορτάζει.: [1400, 98, 1492, 110]
notice-entry: —Η κ. Ελένη Γκολφινοπούλου (Σκύρου 2) δεν θα δεχθεί επισκέψεις.: [226, 668, 328, 681]
notice-entry: —Η κ. Ελένη Μαρκοπούλου (Ηροδότου 6) δεν θα δεχθεί επισκέψεις.: [994, 140, 1087, 153]
notice-entry: —Ο κ. Κωνσταντίνος Αδαμίδης (Αρχιεπισκοπής 58) δεν εορτάζει, λόγω πένθους.: [4, 1205, 106, 1217]
notice-entry: —Ο κ. Κωνσταντίνος Δημητρίου (Ευελπίδων 40) δεν εορτάζει.: [337, 183, 440, 196]
notice-entry: —Ο κ. Κωνσταντίνος Αλεξόπουλος (Χαλκοκονδύλη 19) δεν εορτάζει, λόγω πένθους.: [4, 1389, 106, 1402]
notice-entry: —Η κ. Ελένη Βλάχου (Μαυρομιχάλη 18) δεν θα δεχθεί επισκέψεις.: [115, 481, 217, 494]
alphabet-divider: Η: [496, 243, 504, 254]
photo-person: [1071, 901, 1093, 1021]
notice-entry: —Ο κ. Κωνσταντίνος Αλεξόπουλος (Χαλκοκονδύλη 19) δεν εορτάζει, λόγω πένθους.: [4, 254, 106, 267]
notice-entry: —Εις τον εορτάζοντα Κωνσταντίνον, οι φίλοι του εύχονται υγείαν και πρόοδον.: [1501, 113, 1593, 125]
notice-entry: ΣΥΝΕΧΕΙΑ ΕΚ ΤΗΣ ΣΕΛ.: [796, 457, 850, 463]
notice-entry: —Ο κ. Κωνσταντίνος Αλεξόπουλος (Χαλκοκονδύλη 19) δεν εορτάζει, λόγω πένθους.: [4, 935, 106, 948]
notice-entry: —Ο κ. Κώστας Αντωνιάδης (Σόλωνος 102) δεν εορτάζει.: [4, 169, 106, 181]
notice-entry: —Ο κ. Κωνσταντίνος Παπαδόπουλος (Καρνεάδου 23) δεν εορτάζει, λόγω πένθους.: [1197, 155, 1289, 167]
notice-entry: —Ο κ. Κώστας Κυριακίδης (Κολοκοτρώνη 9) δεν εορτάζει.: [792, 319, 884, 332]
notice-entry: —Ο κ. Κωνσταντίνος Βογιατζής (Τσαμαδού 16) δεν εορτάζει.: [115, 438, 217, 451]
text-column: [560, 70, 665, 1186]
notice-entry: —Η κ. Ελένη Κωνσταντινίδου (Νίκης 14) δεν θα δεχθεί επισκέψεις.: [792, 91, 884, 104]
notice-entry: —Η κ. Ελένη Δημάκη (Αγίου Λουκά 8) δεν θα δεχθεί επισκέψεις.: [337, 441, 440, 454]
notice-entry: —Η κ. Ελένη Μαρκοπούλου (Ηροδότου 6) δεν θα δεχθεί επισκέψεις.: [994, 197, 1087, 210]
notice-entry: —Η κ. Ελένη Ορφανού (Σουηδίας 14) δεν θα δεχθεί επισκέψεις.: [1197, 271, 1289, 284]
notice-entry: —Η κ. Ελένη Κουτσογιάννη (Καραγιώργη Σερβίας 2) δεν θα δεχθεί επισκέψεις.: [792, 241, 884, 253]
notice-entry: —Η κ. Ελένη Μαρκοπούλου (Ηροδότου 6) δεν θα δεχθεί επισκέψεις.: [994, 271, 1087, 284]
notice-entry: —Ο κ. Κωνσταντίνος Γεωργίου (Κυψέλης 22) δεν εορτάζει.: [226, 382, 328, 394]
notice-entry: —Ο κ. Κωνσταντίνος Λαμπράκης (Πανεπιστημίου 41) δεν εορτάζει.: [893, 126, 985, 139]
notice-entry: —Ο κ. Κώστας Κυριακίδης (Κολοκοτρώνη 9) δεν εορτάζει.: [792, 429, 884, 442]
notice-entry: —Ο κ. Κωνσταντίνος Λογοθέτης (Αμερικής 11) δεν εορτάζει.: [893, 299, 985, 312]
notice-entry: —Ο κ. Κωνσταντίνος Αγγελίδης (Στρ. Μακρυγιάννη 5) δεν εορτάζει, λόγω πένθους.: [4, 339, 106, 352]
notice-entry: —Ο κ. Κωνσταντίνος Αβραμίδης (Δροσοπούλου 52) δεν εορτάζει.: [4, 1190, 106, 1203]
notice-entry: —Η κ. Ελένη Ραφτοπούλου (Σκουφά 50) δεν θα δεχθεί επισκέψεις.: [1298, 314, 1391, 326]
notice-entry: —Ο κ. Κωνσταντίνος Ηλιόπουλος (Αχαρνών 88) δεν εορτάζει.: [560, 70, 662, 82]
notice-entry: —Η κ. Ελένη Νικολαΐδου (Σπευσίππου 12) δεν θα δεχθεί επισκέψεις.: [1096, 84, 1188, 96]
notice-entry: —Ο κ. Κώστας Κυριακίδης (Κολοκοτρώνη 9) δεν εορτάζει.: [792, 614, 884, 627]
notice-entry: —Ο κ. Κώστας Μελετίου (Λουκιανού 19) δεν εορτάζει, λόγω πένθους.: [994, 413, 1087, 425]
notice-entry: —Ο κ. Κωνσταντίνος Νικολάου (Ξενοκράτους 8) δεν εορτάζει.: [1096, 299, 1188, 312]
notice-entry: —Ο κ. Κωνσταντίνος Βλαχόπουλος (Μπόταση 6) δεν εορτάζει.: [115, 552, 217, 564]
notice-entry: —Η κ. Ελένη Νικολαΐδου (Σπευσίππου 12) δεν θα δεχθεί επισκέψεις.: [1096, 228, 1188, 241]
notice-entry: —Ο κ. Κωνσταντίνος Ελευθερίου (Τρικόρφων 12) δεν εορτάζει, λόγω πένθους.: [449, 112, 551, 125]
notice-entry: —Ο κ. Κωνσταντίνος Δούκας (Κεφαλληνίας 15) δεν εορτάζει, λόγω πένθους.: [337, 455, 440, 468]
notice-entry: —Ο κ. Κωνσταντίνος Λογοθέτης (Αμερικής 11) δεν εορτάζει.: [893, 226, 985, 238]
notice-entry: —Η κ. Ελένη Θεοδωροπούλου (Κολοκοτρώνη 33) δεν θα δεχθεί επισκέψεις.: [671, 197, 773, 210]
notice-entry: —Ο κ. Κωνσταντίνος Βουρνάς (Βερανζέρου 21) δεν εορτάζει, λόγω πένθους.: [115, 566, 217, 579]
notice-entry: —Η κ. Ελένη Ευσταθίου (Αγίου Μελετίου 71) δεν θα δεχθεί επισκέψεις.: [449, 197, 551, 210]
notice-entry: —Η κ. Ελένη Κωνσταντινίδου (Νίκης 14) δεν θα δεχθεί επισκέψεις.: [792, 572, 884, 584]
notice-entry: —Ο κ. Κωνσταντίνος Θεοδωρίδης (Γλάδστωνος 4) δεν εορτάζει.: [671, 183, 773, 196]
notice-entry: —Ο κ. Κωνσταντίνος Κουκουλάκης (Φιλελλήνων 7) δεν εορτάζει, λόγω πένθους.: [792, 105, 884, 118]
alphabet-divider: Λ: [834, 351, 841, 362]
notice-entry: —Ο κ. Κωνσταντίνος Παπαδόπουλος (Καρνεάδου 23) δεν εορτάζει, λόγω πένθους.: [1197, 98, 1289, 110]
notice-entry: —Ο κ. Κωνσταντίνος Αγγελίδης (Στρ. Μακρυγιάννη 5) δεν εορτάζει, λόγω πένθους.: [4, 1020, 106, 1033]
notice-entry: —Ο κ. Κωνσταντίνος Βασιλείου (Θεμιστοκλέους 33) δεν εορτάζει.: [115, 1080, 217, 1092]
notice-entry: —Ο κ. Κωνσταντίνος Δημητρίου (Ευελπίδων 40) δεν εορτάζει.: [337, 541, 440, 553]
notice-entry: ΣΥΝΕΧΕΙΑ ΕΚ ΤΗΣ ΣΕΛ.: [796, 550, 850, 556]
notice-entry: —Ο κ. Κωνσταντίνος Λεβέντης (Σταδίου 28) δεν εορτάζει, λόγω πένθους.: [893, 98, 985, 110]
notice-entry: —Ο κ. Κωνσταντίνος Λαμπράκης (Πανεπιστημίου 41) δεν εορτάζει.: [893, 183, 985, 196]
notice-entry: —Ο κ. Κωνσταντίνος Ηλιόπουλος (Αχαρνών 88) δεν εορτάζει.: [560, 314, 662, 326]
notice-entry: —Η κ. Ελένη Αλεξίου (Καλλιδρομίου 40) δεν θα δεχθεί επισκέψεις.: [4, 1318, 106, 1331]
notice-entry: —Ο κ. Κώστας Αντωνιάδης (Σόλωνος 102) δεν εορτάζει.: [4, 623, 106, 635]
notice-entry: —Ο κ. Κωνσταντίνος Ευαγγέλου (Καλαμών 9) δεν εορτάζει.: [449, 126, 551, 139]
notice-entry: —Ο κ. Κωνσταντίνος Μαυρίδης (Βασ. Σοφίας 45) δεν εορτάζει.: [994, 183, 1087, 196]
notice-entry: —Ο κ. Κωνσταντίνος Βασιλείου (Θεμιστοκλέους 33) δεν εορτάζει.: [115, 467, 217, 479]
notice-entry: —Η κ. Ελένη Ορφανού (Σουηδίας 14) δεν θα δεχθεί επισκέψεις.: [1197, 384, 1289, 397]
notice-entry: —Εις τον εορτάζοντα Κωνσταντίνον, οι φίλοι του εύχονται υγείαν και πρόοδον.: [1501, 470, 1593, 483]
notice-entry: —Ο κ. Κωνσταντίνος Αθανασόπουλος (Λεωφ. Αλεξάνδρας 11) δεν εορτάζει, λόγω πένθους.: [4, 1332, 106, 1345]
notice-entry: —Ο κ. Κωνσταντίνος Δημητρίου (Ευελπίδων 40) δεν εορτάζει.: [337, 70, 440, 82]
notice-entry: —Ο κ. Κωνσταντίνος Βαρβαρέσος (Πατησίων 150) δεν εορτάζει.: [115, 509, 217, 522]
notice-entry: —Ο κ. Κωνσταντίνος Ηλιόπουλος (Αχαρνών 88) δεν εορτάζει.: [560, 126, 662, 139]
notice-entry: —Ο κ. Κωνσταντίνος Βουγιούκας (Στουρνάρη 44) δεν εορτάζει, λόγω πένθους.: [115, 711, 217, 723]
notice-entry: —Ο κ. Κωνσταντίνος Γαλάνης (Άνδρου 5) δεν εορτάζει.: [226, 140, 328, 153]
notice-entry: —Η κ. Ελένη Βενετσάνου (Ζωοδόχου Πηγής 9) δεν θα δεχθεί επισκέψεις.: [115, 538, 217, 550]
notice-entry: —Η κ. Ελένη Ανδρεάδου (Αγίου Μελετίου 12) δεν θα δεχθεί επισκέψεις.: [4, 140, 106, 153]
photo-person: [1099, 911, 1121, 1021]
notice-entry: ΣΥΝΕΧΕΙΑ ΕΚ ΤΗΣ ΣΕΛ.: [796, 162, 850, 168]
notice-entry: —Ο κ. Κωνσταντίνος Καραμανλής (Ομήρου 18) δεν εορτάζει.: [671, 169, 773, 181]
notice-entry: —Ο κ. Κωνσταντίνος Γιαννόπουλος (Φωκίωνος Νέγρη 8) δεν εορτάζει.: [226, 98, 328, 110]
text-column: [792, 70, 887, 1186]
